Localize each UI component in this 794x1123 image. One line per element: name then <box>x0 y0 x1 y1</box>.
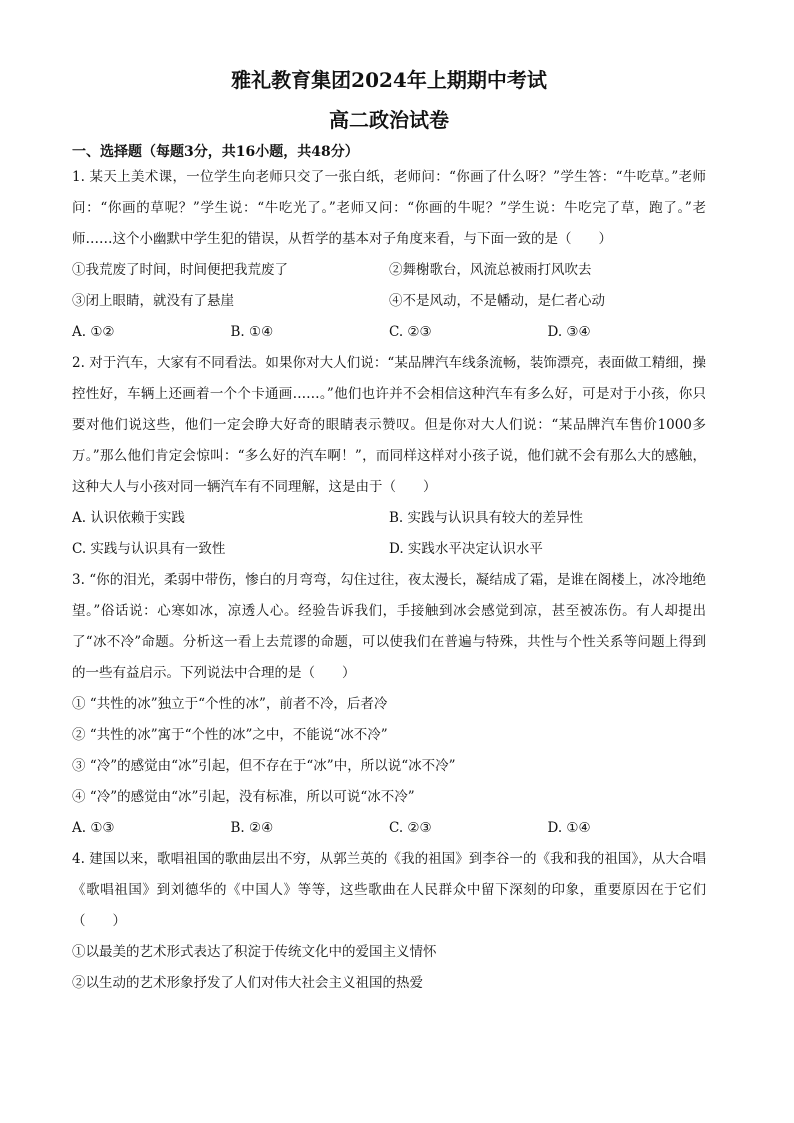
q2-option-d: D. 实践水平决定认识水平 <box>389 541 543 557</box>
question-4-stem: 4. 建国以来，歌唱祖国的歌曲层出不穷，从郭兰英的《我的祖国》到李谷一的《我和我的祖国》，从大合唱《歌唱祖国》到刘德华的《中国人》等等，这些歌曲在人民群众中留下深刻的印象，重要原因在于它们（ ） <box>72 851 706 929</box>
question-1-options <box>72 317 706 348</box>
question-2-options-row-2 <box>72 534 706 565</box>
section-heading: 一、选择题（每题3分，共16小题，共48分） <box>72 144 359 160</box>
q3-option-b: B. ②④ <box>230 820 274 836</box>
q2-option-c: C. 实践与认识具有一致性 <box>72 541 226 557</box>
q3-statement-4: ④ “冷”的感觉由“冰”引起，没有标准，所以可说“冰不冷” <box>72 789 415 805</box>
exam-title: 雅礼教育集团2024年上期期中考试 <box>231 68 547 92</box>
question-3-options <box>72 813 706 844</box>
question-2-options-row-1 <box>72 503 706 534</box>
q1-option-a: A. ①② <box>72 324 115 340</box>
q3-option-d: D. ①④ <box>547 820 591 836</box>
q1-statement-2: ②舞榭歌台，风流总被雨打风吹去 <box>389 262 592 278</box>
question-1-stem: 1. 某天上美术课，一位学生向老师只交了一张白纸，老师问：“你画了什么呀？”学生答：“牛吃草。”老师问：“你画的草呢？”学生说：“牛吃光了。”老师又问：“你画的牛呢？”学生说：牛吃完了草，跑了。”老师……这个小幽默中学生犯的错误，从哲学的基本对子角度来看，与下面一致的是（ ） <box>72 169 706 247</box>
q3-statement-2: ② “共性的冰”寓于“个性的冰”之中，不能说“冰不冷” <box>72 727 388 743</box>
question-1-statements-row-2 <box>72 286 706 317</box>
q3-option-c: C. ②③ <box>389 820 432 836</box>
q2-option-a: A. 认识依赖于实践 <box>72 510 185 526</box>
q2-option-b: B. 实践与认识具有较大的差异性 <box>389 510 584 526</box>
q1-option-c: C. ②③ <box>389 324 432 340</box>
q1-statement-3: ③闭上眼睛，就没有了悬崖 <box>72 293 234 309</box>
q1-statement-1: ①我荒废了时间，时间便把我荒废了 <box>72 262 288 278</box>
q3-statement-1: ① “共性的冰”独立于“个性的冰”，前者不冷，后者冷 <box>72 696 388 712</box>
q1-statement-4: ④不是风动，不是幡动，是仁者心动 <box>389 293 605 309</box>
exam-subtitle: 高二政治试卷 <box>329 108 449 132</box>
q3-statement-3: ③ “冷”的感觉由“冰”引起，但不存在于“冰”中，所以说“冰不冷” <box>72 758 456 774</box>
question-3-stem: 3. “你的泪光，柔弱中带伤，惨白的月弯弯，勾住过往，夜太漫长，凝结成了霜，是谁在阁楼上，冰冷地绝望。”俗话说：心寒如冰，凉透人心。经验告诉我们，手接触到冰会感觉到凉，甚至被冻伤。有人却提出了“冰不冷”命题。分析这一看上去荒谬的命题，可以使我们在普遍与特殊，共性与个性关系等问题上得到的一些有益启示。下列说法中合理的是（ ） <box>72 572 706 681</box>
q4-statement-2: ②以生动的艺术形象抒发了人们对伟大社会主义祖国的热爱 <box>72 975 423 991</box>
q1-option-d: D. ③④ <box>547 324 591 340</box>
q3-option-a: A. ①③ <box>72 820 115 836</box>
question-2-stem: 2. 对于汽车，大家有不同看法。如果你对大人们说：“某品牌汽车线条流畅，装饰漂亮，表面做工精细，操控性好，车辆上还画着一个个卡通画……。”他们也许并不会相信这种汽车有多么好，可是对于小孩，你只要对他们说这些，他们一定会睁大好奇的眼睛表示赞叹。但是你对大人们说：“某品牌汽车售价1000多万。”那么他们肯定会惊叫：“多么好的汽车啊！”，而同样这样对小孩子说，他们就不会有那么大的感触，这种大人与小孩对同一辆汽车有不同理解，这是由于（ ） <box>72 355 706 495</box>
question-1-statements-row-1 <box>72 255 706 286</box>
q1-option-b: B. ①④ <box>230 324 274 340</box>
q4-statement-1: ①以最美的艺术形式表达了积淀于传统文化中的爱国主义情怀 <box>72 944 437 960</box>
